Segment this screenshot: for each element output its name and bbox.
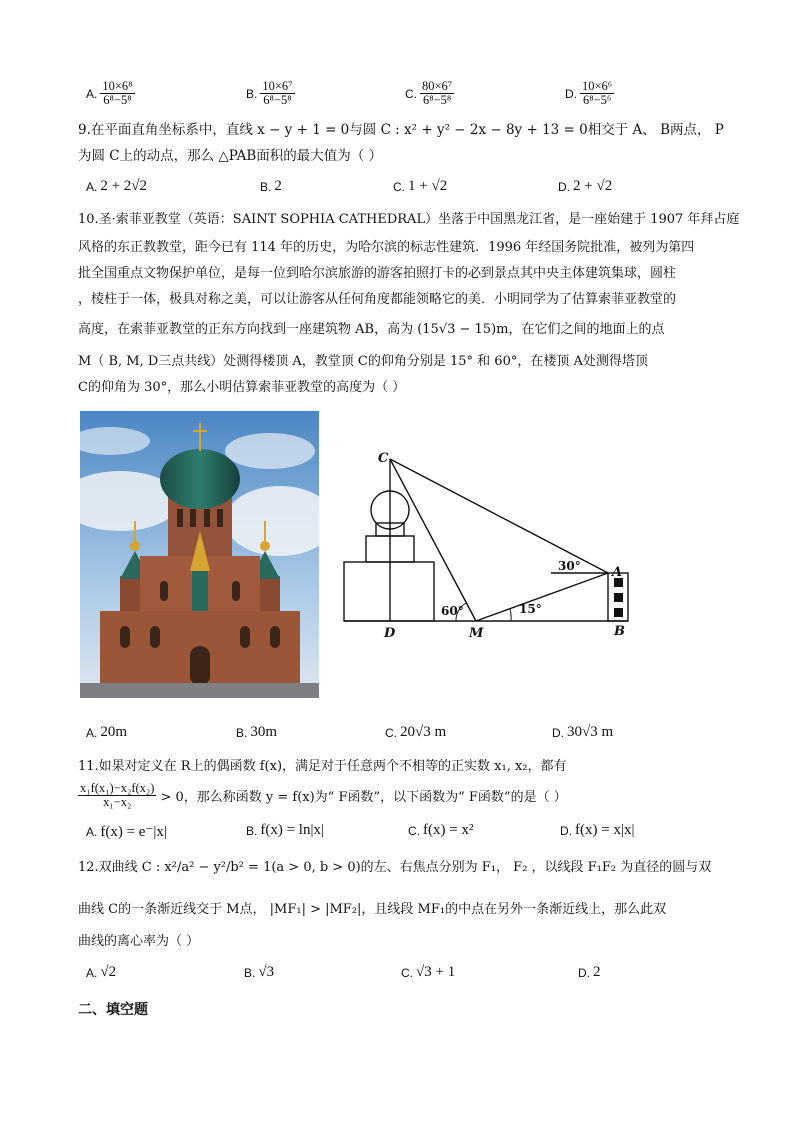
q10-stem-line6: M（ B, M, D三点共线）处测得楼顶 A，教堂顶 C的仰角分别是 15° 和 60°，在楼顶 A处测得塔顶 [78,354,648,369]
option-label: D. [565,86,577,101]
q11-option-a: A. f(x) = e⁻|x| [86,824,167,840]
angle-60: 60° [441,604,464,618]
label-c: C [378,451,389,466]
q8-option-c [405,80,454,107]
option-fraction: $\frac{\text{80×6⁷}}{\text{6⁸−5⁸}}$ [422,79,453,107]
q10-stem-line2: 风格的东正教教堂，距今已有 114 年的历史，为哈尔滨的标志性建筑．1996 年经国务院批准，被列为第四 [78,240,695,255]
q12-option-d: D. 2 [578,964,601,980]
q10-stem-line5: 高度，在索菲亚教堂的正东方向找到一座建筑物 AB，高为 (15√3 − 15)m，在它们之间的地面上的点 [78,322,665,337]
q10-option-a: A. 20m [86,724,128,740]
label-d: D [384,626,396,641]
q11-option-b: B. f(x) = ln|x| [246,822,324,838]
option-fraction: $\frac{\text{10×6⁸}}{\text{6⁸−5⁸}}$ [102,79,133,107]
q11-option-c: C. f(x) = x² [408,822,474,838]
label-m: M [469,626,484,641]
option-fraction: $\frac{\text{10×6⁶}}{\text{6⁸−5⁶}}$ [582,79,613,107]
angle-30: 30° [558,559,581,573]
q11-option-d: D. f(x) = x|x| [560,822,635,838]
q8-option-a [86,80,135,107]
q9-stem-line1: 9.在平面直角坐标系中，直线 x − y + 1 = 0与圆 C : x² + y² − 2x − 8y + 13 = 0相交于 A、 B两点， P [78,122,724,138]
option-label: B. [246,86,258,101]
q12-option-a: A. √2 [86,964,117,980]
q11-stem-line1: 11.如果对定义在 R上的偶函数 f(x)，满足对于任意两个不相等的正实数 x₁, x₂，都有 [78,759,567,774]
q12-stem-line2: 曲线 C的一条渐近线交于 M点， |MF₁| > |MF₂|，且线段 MF₁的中点在另外一条渐近线上，那么此双 [78,902,667,917]
angle-15: 15° [519,602,542,616]
q12-stem-line1: 12.双曲线 C : x²/a² − y²/b² = 1(a > 0, b > 0)的左、右焦点分别为 F₁， F₂ ，以线段 F₁F₂ 为直径的圆与双 [78,860,712,875]
q9-option-a: A. 2 + 2√2 [86,178,148,194]
option-label: A. [86,86,98,101]
option-label: C. [405,86,417,101]
q8-option-b [246,80,295,107]
q8-option-d [565,80,614,107]
q10-stem-line4: ，棱柱于一体，极具对称之美，可以让游客从任何角度都能领略它的美．小明同学为了估算索菲亚教堂的 [78,292,677,307]
q10-option-b: B. 30m [236,724,278,740]
q11-stem-line2: $\frac{\text{x₁f(x₁)−x₂f(x₂)}}{\text{x₁−x₂}}$ > 0，那么称函数 y = f(x)为“ F函数”，以下函数为“ F函数”的是（ ） [80,781,567,809]
q10-option-d: D. 30√3 m [552,724,614,740]
q12-stem-line3: 曲线的离心率为（ ） [78,934,200,949]
q11-fraction: $\frac{\text{x₁f(x₁)−x₂f(x₂)}}{\text{x₁−x₂}}$ [80,781,155,809]
q9-stem-line2: 为圆 C上的动点，那么 △PAB面积的最大值为（ ） [78,148,383,164]
q10-stem-line1: 10.圣·索菲亚教堂（英语：SAINT SOPHIA CATHEDRAL）坐落于中国黑龙江省，是一座始建于 1907 年拜占庭 [78,212,740,227]
geometry-diagram [336,445,636,645]
q12-option-c: C. √3 + 1 [401,964,456,980]
q10-stem-line3: 批全国重点文物保护单位，是每一位到哈尔滨旅游的游客拍照打卡的必到景点其中央主体建筑集球，圆柱 [78,266,677,281]
label-a: A [612,565,623,580]
cathedral-photo [80,411,319,698]
label-b: B [614,624,625,639]
q10-option-c: C. 20√3 m [385,724,447,740]
q10-stem-line7: C的仰角为 30°，那么小明估算索菲亚教堂的高度为（ ） [78,380,406,395]
q9-option-c: C. 1 + √2 [393,178,448,194]
q9-option-b: B. 2 [260,178,282,194]
section-title: 二、填空题 [78,1002,148,1018]
q9-option-d: D. 2 + √2 [558,178,613,194]
q12-option-b: B. √3 [244,964,275,980]
option-fraction: $\frac{\text{10×6⁷}}{\text{6⁸−5⁸}}$ [262,79,293,107]
